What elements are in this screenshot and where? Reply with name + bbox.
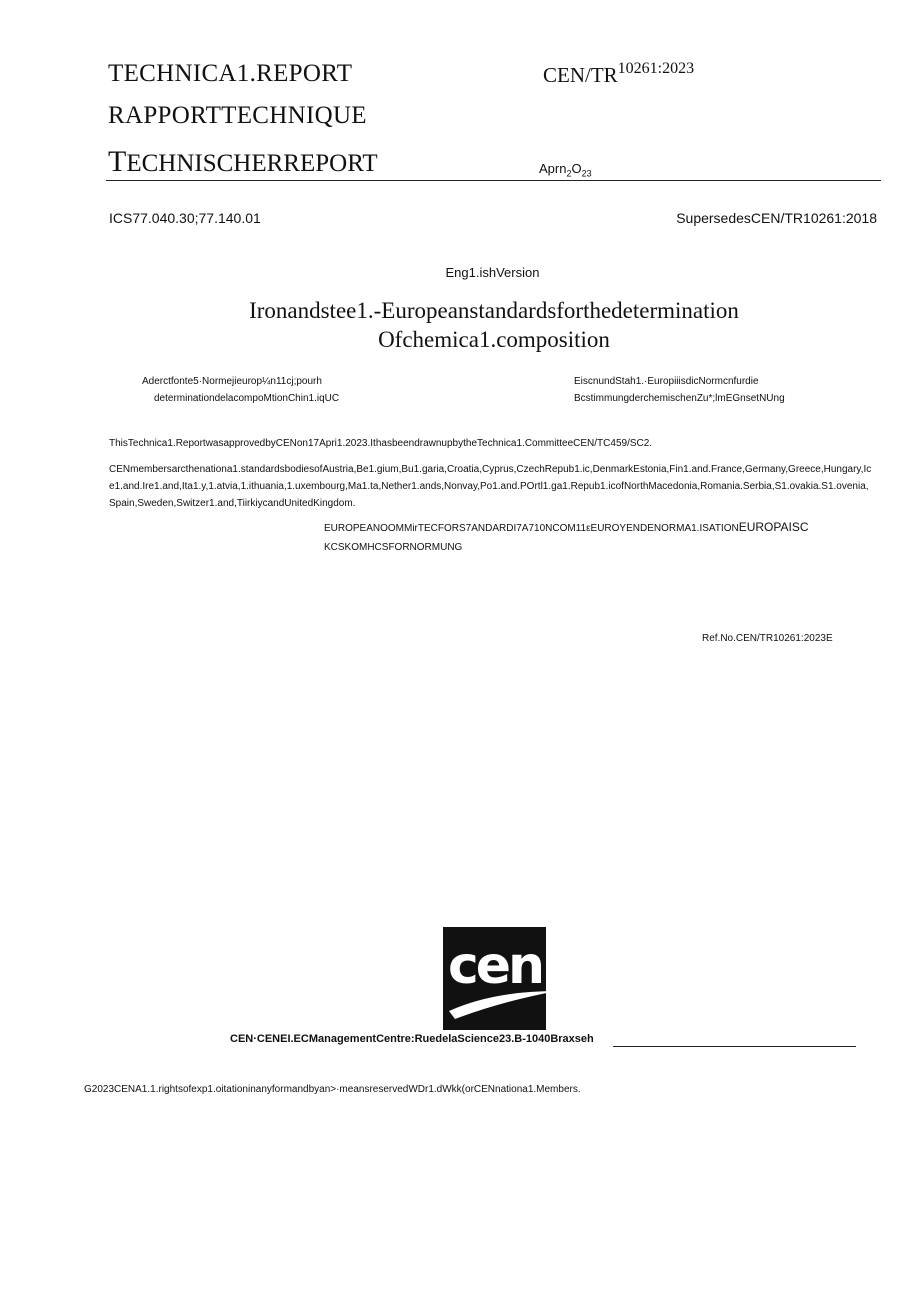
document-number-suffix: 10261:2023 (617, 60, 695, 77)
ics-codes: ICS77.040.30;77.140.01 (109, 210, 261, 226)
document-number-prefix: CEN/TR (543, 63, 618, 87)
approval-statement: ThisTechnica1.ReportwasapprovedbyCENon17Apri1.2023.IthasbeendrawnupbytheTechnica1.CommitteeCEN/TC459/SC2. (109, 438, 653, 449)
german-title-line2: BcstimmungderchemischenZu*;lmEGnsetNUng (574, 393, 785, 404)
german-title-line1: EiscnundStah1.·EuropiiisdicNormcnfurdie (574, 376, 759, 387)
version-label: Eng1.ishVersion (445, 265, 540, 280)
cen-members-list: CENmembersarcthenationa1.standardsbodiesofAustria,Be1.gium,Bu1.garia,Croatia,Cyprus,CzechRepub1.ic,DenmarkEstonia,Fin1.and.France,Germany,Greece,Hungary,Ice1.and.Ire1.and,Ita1.y,1.atvia,1.ithuania,1.uxembourg,Ma1.ta,Nether1.ands,Nonvay,Po1.and.POrtl1.ga1.Repub1.icofNorthMacedonia,Romania.Serbia,S1.ovakia.S1.ovenia,Spain,Sweden,Switzer1.and,TiirkiycandUnitedKingdom. (109, 464, 872, 509)
footer-rule (613, 1046, 856, 1047)
publication-date (539, 161, 592, 179)
title-french: RAPPORTTECHNIQUE (108, 102, 367, 129)
document-title-line1: Ironandstee1.-Europeanstandardsforthedetermination (249, 298, 739, 323)
header-rule (106, 180, 881, 181)
title-german (108, 145, 378, 179)
committee-line1-end: EUROPAISC (738, 520, 809, 534)
date-sub2: 23 (581, 168, 592, 179)
copyright-notice: G2023CENA1.1.rightsofexp1.oitationinanyformandbyan>·meansreservedWDr1.dWkk(orCENnationa1.Members. (84, 1084, 581, 1095)
document-title-line2: Ofchemica1.composition (378, 327, 610, 352)
supersedes: SupersedesCEN/TR10261:2018 (676, 210, 877, 226)
french-title-line2: determinationdelacompoMtionChin1.iqUC (154, 393, 340, 404)
cen-logo-graphic (443, 927, 561, 1030)
title-german-rest: ECHNISCHERREPORT (126, 150, 378, 177)
french-title-line1: Aderctfonte5·Normejieurop¼n11cj;pourh (142, 376, 322, 387)
management-centre-address: CEN·CENEI.ECManagementCentre:RuedelaScience23.B-1040Braxseh (230, 1033, 594, 1045)
committee-line1 (324, 520, 809, 534)
cen-logo-text: cen (447, 936, 543, 996)
cen-logo (443, 927, 546, 1030)
committee-line1-main: EUROPEANOOMMirTECFORS7ANDARDI7A710NCOM11εEUROYENDENORMA1.ISATION (324, 523, 739, 534)
date-sub1: 2 (566, 168, 572, 179)
title-english: TECHNICA1.REPORT (108, 60, 353, 87)
date-prefix: Aprn (539, 161, 567, 176)
document-number (543, 60, 694, 88)
date-mid: O (571, 161, 582, 176)
committee-line2: KCSKOMHCSFORNORMUNG (324, 542, 463, 553)
reference-number: Ref.No.CEN/TR10261:2023E (702, 633, 833, 644)
title-german-initial: T (108, 145, 127, 178)
